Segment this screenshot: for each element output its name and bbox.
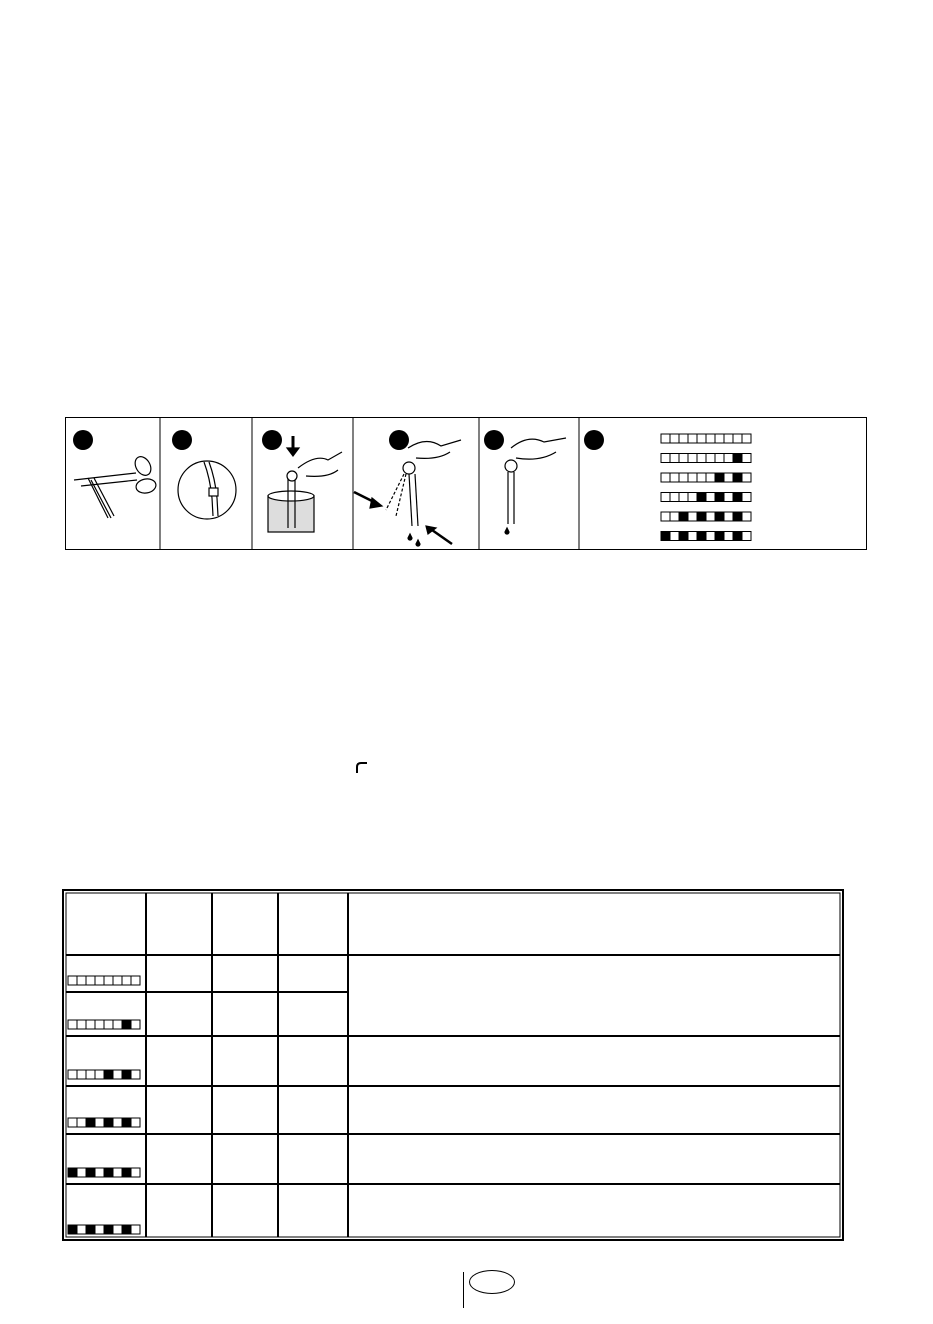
strip-square-dark — [86, 1225, 95, 1234]
strip-square-light — [131, 1020, 140, 1029]
strip-square-light — [86, 1070, 95, 1079]
strip-square-light — [742, 532, 751, 541]
strip-square-light — [113, 1070, 122, 1079]
strip-square-light — [113, 1168, 122, 1177]
strip-square-light — [679, 473, 688, 482]
step-6-marker — [584, 430, 604, 450]
strip-square-dark — [86, 1168, 95, 1177]
strip-square-dark — [715, 473, 724, 482]
strip-square-light — [688, 532, 697, 541]
steps-strip-graphic — [66, 418, 866, 549]
strip-square-light — [724, 454, 733, 463]
strip-square-light — [77, 1020, 86, 1029]
strip-square-light — [688, 512, 697, 521]
table-strip-row-6 — [68, 1225, 140, 1234]
strip-square-light — [95, 1225, 104, 1234]
table-strip-row-5 — [68, 1168, 140, 1177]
strip-square-light — [131, 1118, 140, 1127]
strip-square-light — [724, 493, 733, 502]
strip-square-light — [86, 976, 95, 985]
strip-square-light — [688, 473, 697, 482]
scale-row-5 — [661, 512, 751, 521]
strip-square-light — [724, 434, 733, 443]
strip-square-light — [742, 493, 751, 502]
strip-square-dark — [86, 1118, 95, 1127]
strip-square-light — [661, 434, 670, 443]
shake-strip-icon — [354, 440, 461, 546]
strip-square-dark — [715, 493, 724, 502]
strip-square-dark — [715, 532, 724, 541]
strip-detail-icon — [178, 461, 236, 519]
strip-square-dark — [122, 1225, 131, 1234]
strip-square-light — [113, 1118, 122, 1127]
table-strip-row-3 — [68, 1070, 140, 1079]
strip-square-light — [697, 434, 706, 443]
strip-square-light — [131, 1225, 140, 1234]
scale-row-6 — [661, 532, 751, 541]
step-1-marker — [73, 430, 93, 450]
strip-square-light — [113, 976, 122, 985]
strip-square-dark — [679, 512, 688, 521]
strip-square-dark — [697, 512, 706, 521]
table-border — [63, 890, 843, 1240]
strip-square-light — [679, 434, 688, 443]
language-badge — [469, 1270, 515, 1294]
strip-square-light — [95, 1118, 104, 1127]
strip-square-light — [706, 434, 715, 443]
strip-square-light — [724, 532, 733, 541]
strip-square-light — [95, 1020, 104, 1029]
strip-square-light — [661, 454, 670, 463]
strip-square-light — [742, 473, 751, 482]
strip-square-light — [733, 434, 742, 443]
strip-square-light — [104, 976, 113, 985]
table-strip-row-4 — [68, 1118, 140, 1127]
strip-square-light — [706, 454, 715, 463]
strip-square-light — [68, 976, 77, 985]
strip-square-light — [95, 976, 104, 985]
strip-square-light — [131, 1168, 140, 1177]
strip-square-dark — [697, 493, 706, 502]
strip-square-light — [661, 493, 670, 502]
strip-square-dark — [104, 1225, 113, 1234]
strip-square-light — [661, 512, 670, 521]
strip-square-light — [688, 493, 697, 502]
strip-square-light — [77, 1070, 86, 1079]
strip-square-light — [670, 532, 679, 541]
step-3-marker — [262, 430, 282, 450]
step-2-marker — [172, 430, 192, 450]
strip-square-light — [742, 454, 751, 463]
instruction-steps-strip — [65, 417, 867, 550]
strip-square-light — [715, 454, 724, 463]
strip-square-light — [95, 1168, 104, 1177]
step-4-marker — [389, 430, 409, 450]
table-strip-row-2 — [68, 1020, 140, 1029]
strip-square-dark — [733, 454, 742, 463]
strip-square-dark — [733, 512, 742, 521]
strip-square-light — [86, 1020, 95, 1029]
strip-square-light — [697, 473, 706, 482]
strip-square-dark — [122, 1168, 131, 1177]
strip-square-light — [68, 1118, 77, 1127]
strip-square-light — [670, 434, 679, 443]
strip-square-light — [724, 473, 733, 482]
scissors-icon — [74, 454, 157, 518]
strip-square-dark — [697, 532, 706, 541]
footer-rule — [463, 1272, 464, 1308]
table-strip-row-1 — [68, 976, 140, 985]
strip-square-light — [670, 493, 679, 502]
strip-square-light — [77, 976, 86, 985]
strip-square-light — [697, 454, 706, 463]
strip-square-dark — [104, 1070, 113, 1079]
water-hardness-table — [62, 889, 844, 1241]
strip-square-light — [77, 1118, 86, 1127]
strip-square-light — [68, 1020, 77, 1029]
strip-square-light — [113, 1020, 122, 1029]
scale-row-3 — [661, 473, 751, 482]
strip-square-light — [679, 493, 688, 502]
hardness-table-grid — [62, 889, 844, 1241]
strip-square-light — [706, 493, 715, 502]
strip-square-light — [706, 532, 715, 541]
strip-square-dark — [122, 1118, 131, 1127]
strip-square-dark — [661, 532, 670, 541]
strip-square-dark — [104, 1168, 113, 1177]
strip-square-dark — [733, 493, 742, 502]
strip-square-light — [688, 454, 697, 463]
color-scale-chart — [661, 434, 751, 541]
strip-square-light — [724, 512, 733, 521]
strip-square-light — [670, 454, 679, 463]
step-5-marker — [484, 430, 504, 450]
strip-square-light — [113, 1225, 122, 1234]
strip-square-dark — [122, 1070, 131, 1079]
strip-square-light — [742, 434, 751, 443]
strip-square-light — [715, 434, 724, 443]
strip-square-dark — [733, 532, 742, 541]
strip-square-light — [77, 1168, 86, 1177]
table-inner-border — [66, 893, 840, 1237]
read-strip-icon — [505, 438, 566, 534]
strip-square-light — [77, 1225, 86, 1234]
strip-square-light — [688, 434, 697, 443]
scale-row-1 — [661, 434, 751, 443]
strip-square-light — [131, 1070, 140, 1079]
strip-square-light — [706, 512, 715, 521]
glass-dip-icon — [268, 436, 342, 532]
strip-square-light — [104, 1020, 113, 1029]
strip-square-light — [670, 512, 679, 521]
scale-row-4 — [661, 493, 751, 502]
strip-square-light — [68, 1070, 77, 1079]
scale-row-2 — [661, 454, 751, 463]
strip-square-dark — [104, 1118, 113, 1127]
strip-square-light — [95, 1070, 104, 1079]
water-tap-icon — [355, 761, 369, 773]
strip-square-dark — [679, 532, 688, 541]
strip-square-light — [122, 976, 131, 985]
strip-square-light — [131, 976, 140, 985]
strip-square-light — [706, 473, 715, 482]
strip-square-dark — [122, 1020, 131, 1029]
strip-square-dark — [68, 1225, 77, 1234]
strip-square-light — [661, 473, 670, 482]
strip-square-dark — [68, 1168, 77, 1177]
strip-square-dark — [733, 473, 742, 482]
strip-square-dark — [715, 512, 724, 521]
strip-square-light — [679, 454, 688, 463]
strip-square-light — [670, 473, 679, 482]
strip-square-light — [742, 512, 751, 521]
